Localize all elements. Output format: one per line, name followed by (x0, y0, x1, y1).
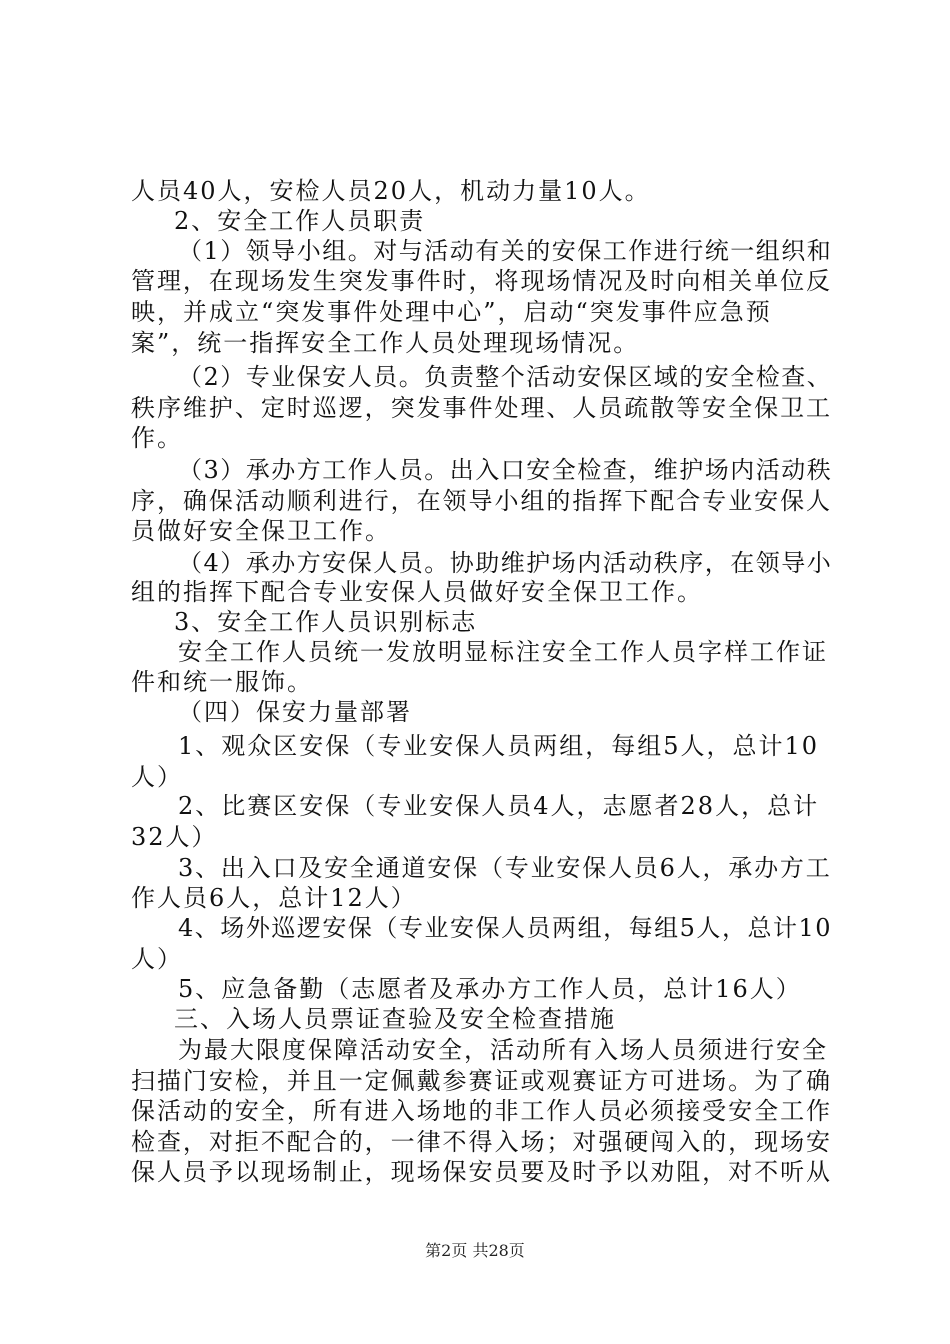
body-line: 件和统一服饰。 (131, 668, 313, 696)
section-heading: 2、安全工作人员职责 (174, 207, 426, 235)
section-heading: 三、入场人员票证查验及安全检查措施 (174, 1005, 616, 1033)
body-line: 5、应急备勤（志愿者及承办方工作人员，总计16人） (178, 975, 802, 1003)
body-line: 管理，在现场发生突发事件时，将现场情况及时向相关单位反 (131, 267, 832, 295)
body-line: 人） (131, 945, 183, 973)
body-line: 人） (131, 763, 183, 791)
body-line: 保人员予以现场制止，现场保安员要及时予以劝阻，对不听从 (131, 1158, 832, 1186)
body-line: 人员40人，安检人员20人，机动力量10人。 (131, 177, 651, 205)
body-line: 1、观众区安保（专业安保人员两组，每组5人，总计10 (178, 732, 820, 760)
body-line: 4、场外巡逻安保（专业安保人员两组，每组5人，总计10 (178, 914, 833, 942)
body-line: 安全工作人员统一发放明显标注安全工作人员字样工作证 (178, 638, 828, 666)
body-line: 为最大限度保障活动安全，活动所有入场人员须进行安全 (178, 1036, 828, 1064)
section-heading: 3、安全工作人员识别标志 (174, 608, 478, 636)
body-line: 扫描门安检，并且一定佩戴参赛证或观赛证方可进场。为了确 (131, 1067, 832, 1095)
section-heading: （四）保安力量部署 (178, 698, 412, 726)
body-line: （3）承办方工作人员。出入口安全检查，维护场内活动秩 (178, 456, 833, 484)
page-number-footer: 第2页 共28页 (425, 1241, 525, 1260)
body-line: 检查，对拒不配合的，一律不得入场；对强硬闯入的，现场安 (131, 1128, 832, 1156)
body-line: 映，并成立“突发事件处理中心”，启动“突发事件应急预 (131, 298, 772, 326)
body-line: （2）专业保安人员。负责整个活动安保区域的安全检查、 (178, 363, 833, 391)
body-line: 32人） (131, 823, 218, 851)
body-line: 案”，统一指挥安全工作人员处理现场情况。 (131, 329, 640, 357)
body-line: 作人员6人，总计12人） (131, 884, 417, 912)
body-line: 保活动的安全，所有进入场地的非工作人员必须接受安全工作 (131, 1097, 832, 1125)
body-line: 作。 (131, 424, 183, 452)
body-line: （4）承办方安保人员。协助维护场内活动秩序，在领导小 (178, 549, 833, 577)
body-line: 2、比赛区安保（专业安保人员4人，志愿者28人，总计 (178, 792, 820, 820)
body-line: 序，确保活动顺利进行，在领导小组的指挥下配合专业安保人 (131, 487, 832, 515)
body-line: 3、出入口及安全通道安保（专业安保人员6人，承办方工 (178, 854, 832, 882)
body-line: 员做好安全保卫工作。 (131, 517, 391, 545)
body-line: （1）领导小组。对与活动有关的安保工作进行统一组织和 (178, 237, 833, 265)
body-line: 组的指挥下配合专业安保人员做好安全保卫工作。 (131, 578, 703, 606)
body-line: 秩序维护、定时巡逻，突发事件处理、人员疏散等安全保卫工 (131, 394, 832, 422)
